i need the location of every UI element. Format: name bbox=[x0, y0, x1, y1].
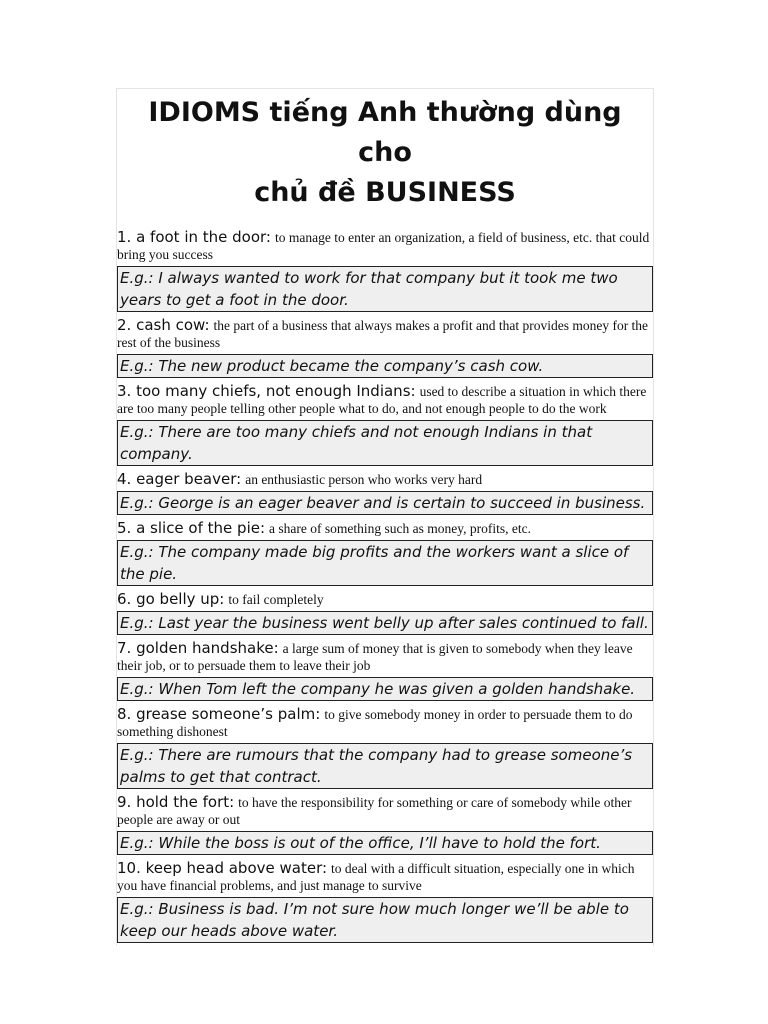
idiom-term: 6. go belly up: bbox=[117, 590, 225, 608]
idiom-term: 7. golden handshake: bbox=[117, 639, 279, 657]
idiom-definition-line bbox=[117, 858, 653, 896]
idiom-example: E.g.: There are rumours that the company had to grease someone’s palms to get that contract. bbox=[117, 743, 653, 789]
idiom-entry bbox=[117, 227, 653, 312]
idiom-entry bbox=[117, 589, 653, 635]
idiom-definition-line bbox=[117, 315, 653, 353]
idiom-term: 2. cash cow: bbox=[117, 316, 210, 334]
idiom-example: E.g.: When Tom left the company he was given a golden handshake. bbox=[117, 677, 653, 701]
idiom-example: E.g.: Last year the business went belly up after sales continued to fall. bbox=[117, 611, 653, 635]
idiom-definition-line bbox=[117, 792, 653, 830]
idiom-definition-line bbox=[117, 469, 653, 490]
idiom-term: 4. eager beaver: bbox=[117, 470, 242, 488]
idiom-example: E.g.: While the boss is out of the office, I’ll have to hold the fort. bbox=[117, 831, 653, 855]
idiom-entry bbox=[117, 858, 653, 943]
idiom-definition: to fail completely bbox=[228, 592, 324, 607]
idiom-definition-line bbox=[117, 227, 653, 265]
idiom-example: E.g.: Business is bad. I’m not sure how much longer we’ll be able to keep our heads above water. bbox=[117, 897, 653, 943]
idiom-term: 3. too many chiefs, not enough Indians: bbox=[117, 382, 416, 400]
idiom-definition-line bbox=[117, 381, 653, 419]
idiom-definition: to have the responsibility for something or care of somebody while other people are away or out bbox=[117, 795, 632, 827]
idiom-definition: the part of a business that always makes a profit and that provides money for the rest of the business bbox=[117, 318, 649, 350]
idiom-definition: an enthusiastic person who works very hard bbox=[245, 472, 483, 487]
idiom-entry bbox=[117, 704, 653, 789]
idiom-example: E.g.: The company made big profits and the workers want a slice of the pie. bbox=[117, 540, 653, 586]
idiom-term: 10. keep head above water: bbox=[117, 859, 328, 877]
idiom-entry bbox=[117, 518, 653, 586]
idiom-entry bbox=[117, 469, 653, 515]
idiom-definition: to give somebody money in order to persuade them to do something dishonest bbox=[117, 707, 633, 739]
idiom-entry bbox=[117, 792, 653, 855]
idiom-entry bbox=[117, 638, 653, 701]
idiom-example: E.g.: I always wanted to work for that company but it took me two years to get a foot in the door. bbox=[117, 266, 653, 312]
document-title bbox=[117, 88, 653, 227]
idiom-term: 1. a foot in the door: bbox=[117, 228, 271, 246]
document-page bbox=[116, 88, 654, 946]
title-line-2: chủ đề BUSINESS bbox=[254, 177, 516, 208]
idiom-definition: to deal with a difficult situation, especially one in which you have financial problems, and just manage to survive bbox=[117, 861, 635, 893]
idiom-term: 8. grease someone’s palm: bbox=[117, 705, 321, 723]
idiom-definition-line bbox=[117, 638, 653, 676]
idiom-term: 5. a slice of the pie: bbox=[117, 519, 266, 537]
idiom-example: E.g.: There are too many chiefs and not enough Indians in that company. bbox=[117, 420, 653, 466]
idiom-definition: a large sum of money that is given to somebody when they leave their job, or to persuade them to leave their job bbox=[117, 641, 633, 673]
idiom-definition: to manage to enter an organization, a field of business, etc. that could bring you success bbox=[117, 230, 650, 262]
idiom-list bbox=[117, 227, 653, 943]
idiom-term: 9. hold the fort: bbox=[117, 793, 235, 811]
idiom-definition: a share of something such as money, profits, etc. bbox=[269, 521, 531, 536]
idiom-example: E.g.: The new product became the company’s cash cow. bbox=[117, 354, 653, 378]
title-line-1: IDIOMS tiếng Anh thường dùng cho bbox=[148, 97, 622, 168]
idiom-definition-line bbox=[117, 589, 653, 610]
idiom-entry bbox=[117, 315, 653, 378]
idiom-definition-line bbox=[117, 704, 653, 742]
idiom-example: E.g.: George is an eager beaver and is certain to succeed in business. bbox=[117, 491, 653, 515]
idiom-definition-line bbox=[117, 518, 653, 539]
idiom-definition: used to describe a situation in which there are too many people telling other people what to do, and not enough people to do the work bbox=[117, 384, 647, 416]
idiom-entry bbox=[117, 381, 653, 466]
